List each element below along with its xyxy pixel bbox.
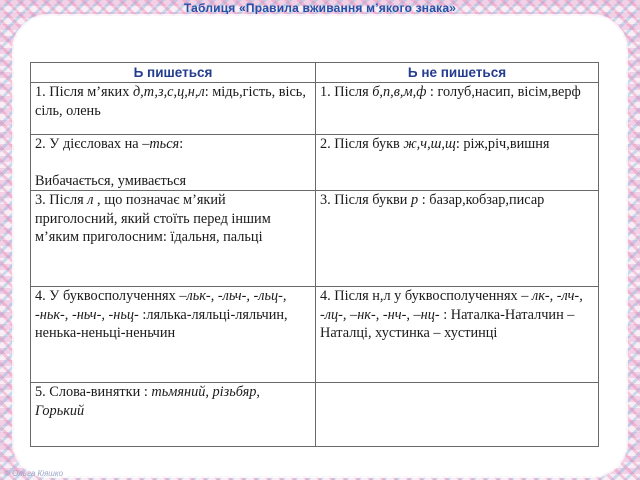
table-row — [31, 383, 599, 447]
slide-title: Таблиця «Правила вживання м’якого знака» — [183, 1, 457, 15]
header-written: Ь пишеться — [31, 63, 316, 83]
rule-cell-left-4: 4. У буквосполученнях –льк-, -льч-, -льц-, -ньк-, -ньч-, -ньц- :лялька-ляльці-ляльчин, ненька-неньці-неньчин — [31, 287, 316, 383]
rule-cell-left-5: 5. Слова-винятки : тьмяний, різьбяр, Горький — [31, 383, 316, 447]
rules-table — [30, 62, 599, 447]
header-row — [31, 63, 599, 83]
rule-cell-right-4: 4. Після н,л у буквосполученнях – лк-, -лч-, -лц-, –нк-, -нч-, –нц- : Наталка-Наталчин – Наталці, хустинка – хустинці — [316, 287, 599, 383]
table-row — [31, 83, 599, 135]
rule-cell-right-3: 3. Після букви р : базар,кобзар,писар — [316, 191, 599, 287]
rule-cell-left-1: 1. Після м’яких д,т,з,с,ц,н,л: мідь,гість, вісь, сіль, олень — [31, 83, 316, 135]
header-not-written: Ь не пишеться — [316, 63, 599, 83]
rule-cell-right-1: 1. Після б,п,в,м,ф : голуб,насип, вісім,верф — [316, 83, 599, 135]
table-row — [31, 135, 599, 191]
rule-cell-left-2: 2. У дієсловах на –ться: Вибачається, умивається — [31, 135, 316, 191]
rule-cell-right-5 — [316, 383, 599, 447]
copyright-note: © Ольга Кіяшко — [4, 469, 64, 478]
table-row — [31, 287, 599, 383]
rule-cell-left-3: 3. Після л , що позначає м’який приголосний, який стоїть перед іншим м’яким приголосним: їдальня, пальці — [31, 191, 316, 287]
rule-cell-right-2: 2. Після букв ж,ч,ш,щ: ріж,річ,вишня — [316, 135, 599, 191]
table-row — [31, 191, 599, 287]
